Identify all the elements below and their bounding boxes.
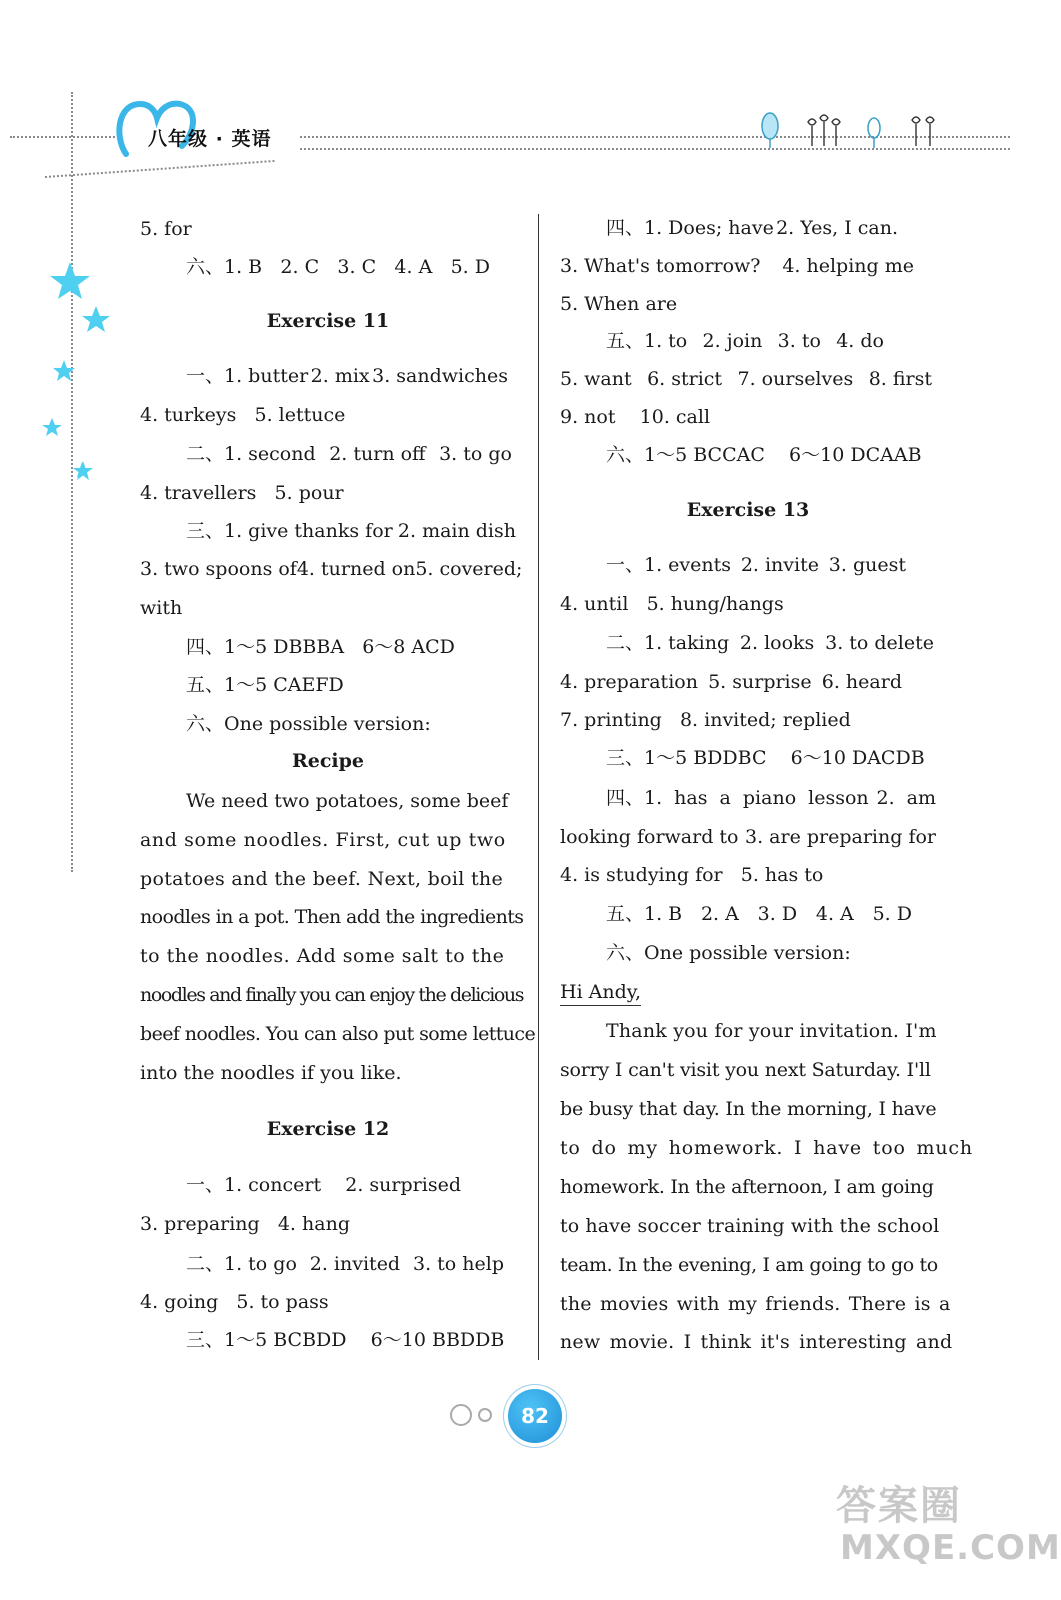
- header-dotted-line: [10, 136, 122, 138]
- letter-text-line: sorry I can't visit you next Saturday. I'll: [560, 1059, 931, 1081]
- letter-text-line: team. In the evening, I am going to go to: [560, 1254, 938, 1276]
- exercise-heading: Exercise 12: [266, 1118, 390, 1140]
- recipe-text-line: beef noodles. You can also put some lettuce: [140, 1023, 536, 1045]
- watermark-url: MXQE.COM: [840, 1528, 1061, 1568]
- answer-line: 4. going 5. to pass: [140, 1291, 329, 1313]
- recipe-text-line: to the noodles. Add some salt to the: [140, 945, 505, 967]
- answer-line: 9. not 10. call: [560, 406, 711, 428]
- footer-ring-decoration: [478, 1408, 492, 1422]
- answer-line: 5. When are: [560, 293, 678, 315]
- letter-greeting: Hi Andy,: [560, 980, 641, 1006]
- answer-line: 5. want 6. strict 7. ourselves 8. first: [560, 368, 932, 390]
- recipe-text-line: potatoes and the beef. Next, boil the: [140, 868, 503, 890]
- recipe-text-line: noodles and finally you can enjoy the delicious: [140, 984, 524, 1006]
- star-decoration-icon: [40, 256, 110, 456]
- answer-line: 四、1～5 DBBBA 6～8 ACD: [186, 636, 455, 658]
- answer-line: 3. two spoons of 4. turned on 5. covered;: [140, 558, 523, 580]
- answer-line: 六、One possible version:: [186, 713, 431, 735]
- answer-line: 二、1. second 2. turn off 3. to go: [186, 443, 512, 465]
- letter-text-line: new movie. I think it's interesting and: [560, 1331, 953, 1353]
- recipe-text-line: into the noodles if you like.: [140, 1062, 402, 1084]
- recipe-text-line: We need two potatoes, some beef: [186, 790, 509, 812]
- recipe-text-line: noodles in a pot. Then add the ingredients: [140, 906, 524, 928]
- answer-line: 五、1～5 CAEFD: [186, 674, 344, 696]
- letter-text-line: Thank you for your invitation. I'm: [606, 1020, 937, 1042]
- answer-line: 4. turkeys 5. lettuce: [140, 404, 346, 426]
- answer-line: 三、1～5 BDDBC 6～10 DACDB: [606, 747, 925, 769]
- page-header-title: 八年级 · 英语: [148, 128, 272, 150]
- column-divider: [538, 214, 539, 1360]
- page-number: 82: [508, 1389, 562, 1443]
- answer-line: 7. printing 8. invited; replied: [560, 709, 851, 731]
- watermark-logo: 答案圈: [836, 1483, 962, 1529]
- exercise-heading: Exercise 11: [266, 310, 390, 332]
- answer-line: 五、1. B 2. A 3. D 4. A 5. D: [606, 903, 912, 925]
- answer-line: 4. is studying for 5. has to: [560, 864, 824, 886]
- letter-text-line: homework. In the afternoon, I am going: [560, 1176, 934, 1198]
- letter-text-line: be busy that day. In the morning, I have: [560, 1098, 937, 1120]
- letter-text-line: to have soccer training with the school: [560, 1215, 940, 1237]
- answer-line: 4. until 5. hung/hangs: [560, 593, 784, 615]
- answer-line: 四、1. Does; have 2. Yes, I can.: [606, 217, 898, 239]
- flower-decoration-icon: [756, 108, 946, 152]
- answer-line: 3. preparing 4. hang: [140, 1213, 350, 1235]
- footer-ring-decoration: [450, 1404, 472, 1426]
- answer-line: 六、One possible version:: [606, 942, 851, 964]
- answer-line: 一、1. concert 2. surprised: [186, 1174, 461, 1196]
- answer-line: 4. preparation 5. surprise 6. heard: [560, 671, 902, 693]
- answer-line: 三、1. give thanks for 2. main dish: [186, 520, 516, 542]
- answer-line: 5. for: [140, 218, 192, 240]
- answer-line: 二、1. taking 2. looks 3. to delete: [606, 632, 934, 654]
- answer-line: looking forward to 3. are preparing for: [560, 826, 936, 848]
- answer-line: 一、1. events 2. invite 3. guest: [606, 554, 906, 576]
- answer-line: with: [140, 597, 183, 619]
- answer-line: 二、1. to go 2. invited 3. to help: [186, 1253, 504, 1275]
- letter-text-line: to do my homework. I have too much: [560, 1137, 973, 1159]
- answer-line: 4. travellers 5. pour: [140, 482, 344, 504]
- answer-line: 一、1. butter 2. mix 3. sandwiches: [186, 365, 508, 387]
- answer-line: 六、1～5 BCCAC 6～10 DCAAB: [606, 444, 922, 466]
- exercise-heading: Exercise 13: [686, 499, 810, 521]
- answer-line: 四、1. has a piano lesson 2. am: [606, 787, 936, 809]
- letter-text-line: the movies with my friends. There is a: [560, 1293, 951, 1315]
- answer-line: 三、1～5 BCBDD 6～10 BBDDB: [186, 1329, 505, 1351]
- recipe-heading: Recipe: [291, 750, 365, 772]
- answer-line: 五、1. to 2. join 3. to 4. do: [606, 330, 884, 352]
- recipe-text-line: and some noodles. First, cut up two: [140, 829, 506, 851]
- star-small-icon: [72, 460, 94, 482]
- answer-line: 六、1. B 2. C 3. C 4. A 5. D: [186, 256, 490, 278]
- margin-dotted-line: [71, 92, 73, 872]
- answer-line: 3. What's tomorrow? 4. helping me: [560, 255, 914, 277]
